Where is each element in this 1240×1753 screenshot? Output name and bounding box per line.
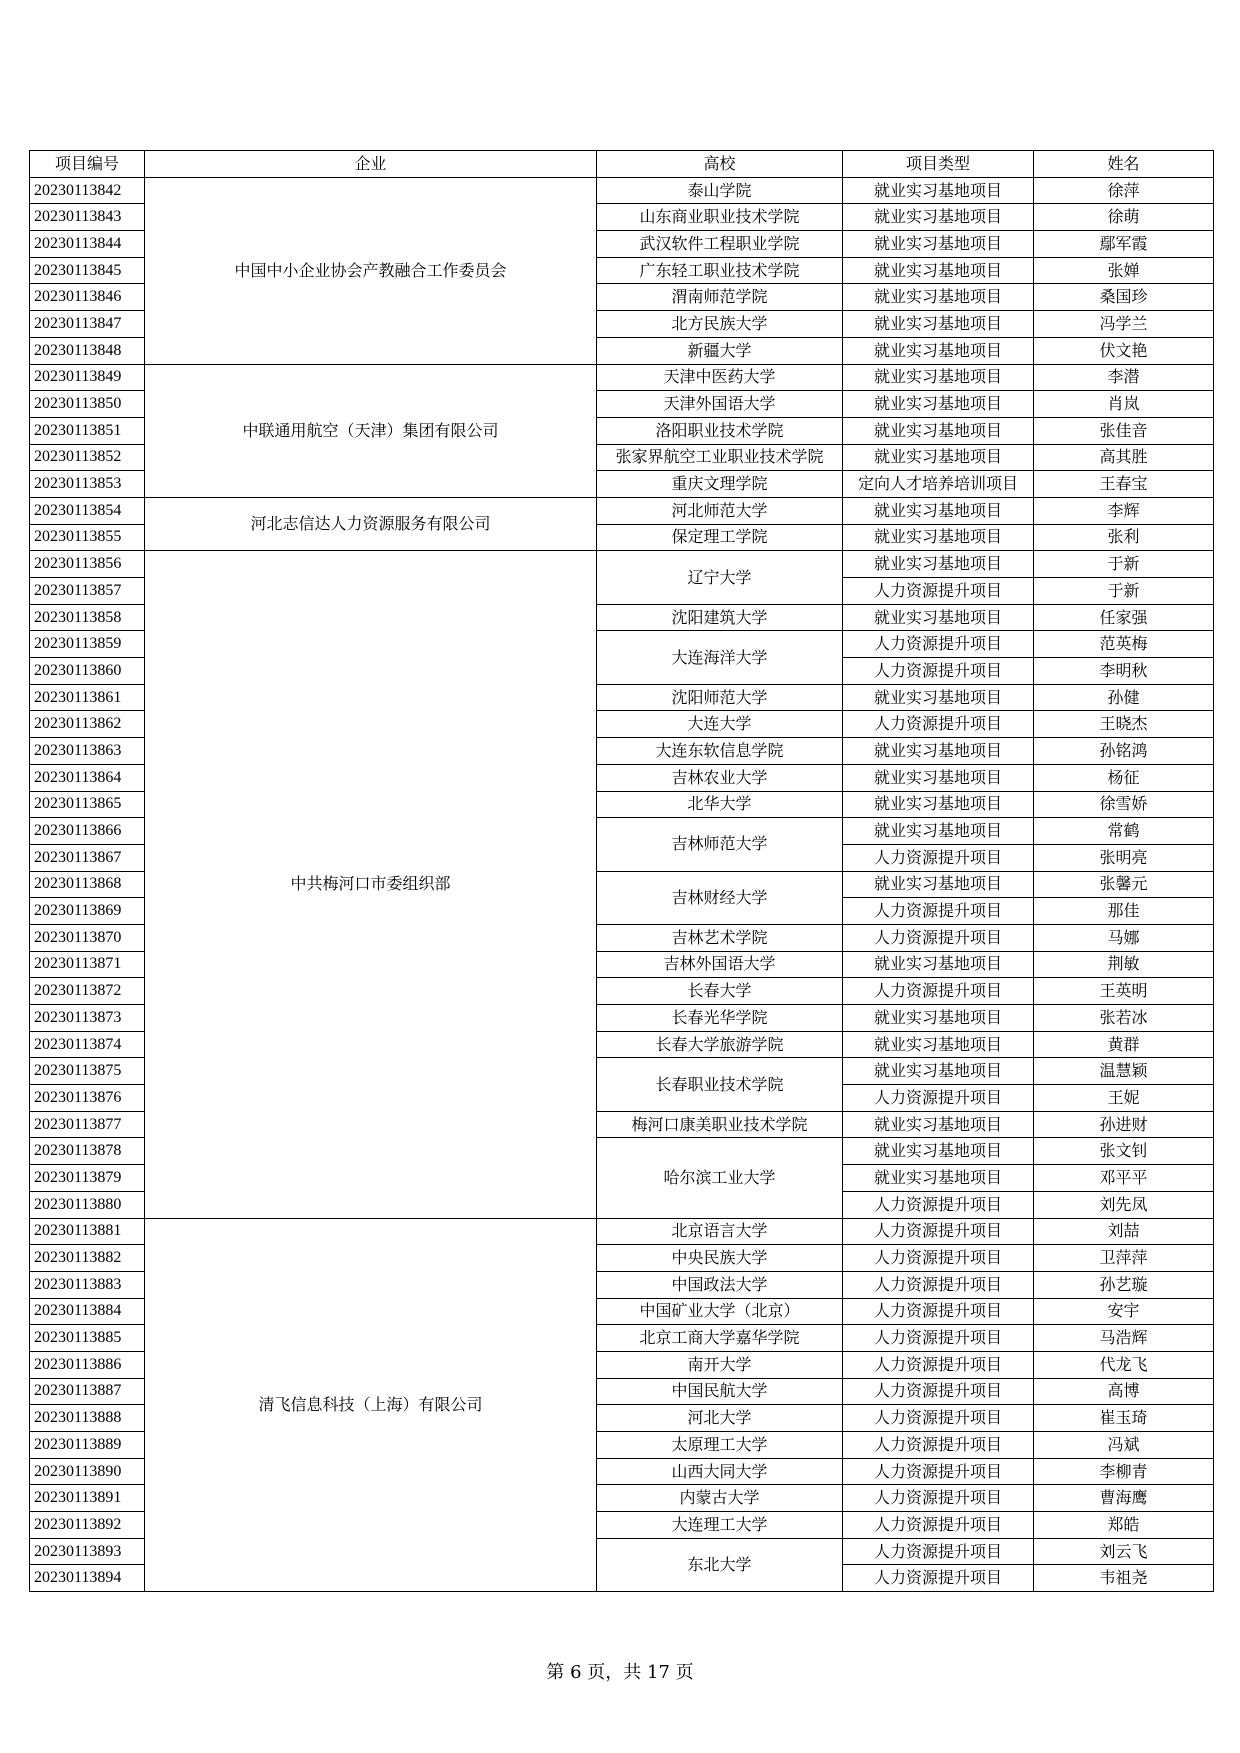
project-id-cell: 20230113872	[30, 978, 145, 1005]
project-type-cell: 就业实习基地项目	[843, 1031, 1034, 1058]
project-id-cell: 20230113861	[30, 684, 145, 711]
project-id-cell: 20230113853	[30, 471, 145, 498]
school-cell: 南开大学	[597, 1351, 843, 1378]
project-id-cell: 20230113879	[30, 1165, 145, 1192]
school-cell: 中国矿业大学（北京）	[597, 1298, 843, 1325]
person-name-cell: 王春宝	[1034, 471, 1214, 498]
person-name-cell: 桑国珍	[1034, 284, 1214, 311]
project-type-cell: 人力资源提升项目	[843, 1245, 1034, 1272]
school-cell: 洛阳职业技术学院	[597, 417, 843, 444]
school-cell: 武汉软件工程职业学院	[597, 231, 843, 258]
person-name-cell: 冯斌	[1034, 1432, 1214, 1459]
project-id-cell: 20230113881	[30, 1218, 145, 1245]
person-name-cell: 曹海鹰	[1034, 1485, 1214, 1512]
school-cell: 新疆大学	[597, 337, 843, 364]
person-name-cell: 代龙飞	[1034, 1351, 1214, 1378]
project-id-cell: 20230113846	[30, 284, 145, 311]
project-type-cell: 就业实习基地项目	[843, 177, 1034, 204]
project-type-cell: 就业实习基地项目	[843, 284, 1034, 311]
school-cell: 辽宁大学	[597, 551, 843, 604]
project-id-cell: 20230113849	[30, 364, 145, 391]
project-type-cell: 就业实习基地项目	[843, 1111, 1034, 1138]
project-type-cell: 就业实习基地项目	[843, 951, 1034, 978]
project-id-cell: 20230113844	[30, 231, 145, 258]
project-id-cell: 20230113884	[30, 1298, 145, 1325]
project-id-cell: 20230113894	[30, 1565, 145, 1592]
school-cell: 哈尔滨工业大学	[597, 1138, 843, 1218]
person-name-cell: 郑皓	[1034, 1512, 1214, 1539]
header-project-type: 项目类型	[843, 151, 1034, 178]
project-id-cell: 20230113851	[30, 417, 145, 444]
project-type-cell: 人力资源提升项目	[843, 631, 1034, 658]
project-type-cell: 就业实习基地项目	[843, 1165, 1034, 1192]
project-type-cell: 人力资源提升项目	[843, 898, 1034, 925]
person-name-cell: 任家强	[1034, 604, 1214, 631]
page-number: 第 6 页，共 17 页	[546, 1662, 694, 1683]
school-cell: 吉林师范大学	[597, 818, 843, 871]
project-id-cell: 20230113866	[30, 818, 145, 845]
project-type-cell: 人力资源提升项目	[843, 1512, 1034, 1539]
person-name-cell: 徐萍	[1034, 177, 1214, 204]
project-id-cell: 20230113864	[30, 764, 145, 791]
project-id-cell: 20230113857	[30, 578, 145, 605]
school-cell: 太原理工大学	[597, 1432, 843, 1459]
school-cell: 山东商业职业技术学院	[597, 204, 843, 231]
school-cell: 大连理工大学	[597, 1512, 843, 1539]
project-type-cell: 人力资源提升项目	[843, 1085, 1034, 1112]
project-type-cell: 人力资源提升项目	[843, 1271, 1034, 1298]
header-school: 高校	[597, 151, 843, 178]
project-id-cell: 20230113877	[30, 1111, 145, 1138]
person-name-cell: 孙铭鸿	[1034, 738, 1214, 765]
project-type-cell: 人力资源提升项目	[843, 924, 1034, 951]
project-type-cell: 就业实习基地项目	[843, 738, 1034, 765]
person-name-cell: 李潜	[1034, 364, 1214, 391]
project-id-cell: 20230113892	[30, 1512, 145, 1539]
company-cell: 中联通用航空（天津）集团有限公司	[145, 364, 597, 497]
project-type-cell: 人力资源提升项目	[843, 1378, 1034, 1405]
person-name-cell: 李辉	[1034, 497, 1214, 524]
project-id-cell: 20230113860	[30, 658, 145, 685]
project-type-cell: 就业实习基地项目	[843, 871, 1034, 898]
project-type-cell: 人力资源提升项目	[843, 844, 1034, 871]
person-name-cell: 马浩辉	[1034, 1325, 1214, 1352]
person-name-cell: 张婵	[1034, 257, 1214, 284]
person-name-cell: 孙进财	[1034, 1111, 1214, 1138]
school-cell: 广东轻工职业技术学院	[597, 257, 843, 284]
table-row	[30, 551, 1214, 578]
project-id-cell: 20230113859	[30, 631, 145, 658]
project-type-cell: 人力资源提升项目	[843, 1458, 1034, 1485]
school-cell: 北京工商大学嘉华学院	[597, 1325, 843, 1352]
project-id-cell: 20230113873	[30, 1005, 145, 1032]
person-name-cell: 张馨元	[1034, 871, 1214, 898]
school-cell: 吉林外国语大学	[597, 951, 843, 978]
project-type-cell: 人力资源提升项目	[843, 1325, 1034, 1352]
project-type-cell: 人力资源提升项目	[843, 658, 1034, 685]
project-type-cell: 就业实习基地项目	[843, 764, 1034, 791]
person-name-cell: 于新	[1034, 578, 1214, 605]
person-name-cell: 常鹤	[1034, 818, 1214, 845]
table-header-row	[30, 151, 1214, 178]
project-type-cell: 就业实习基地项目	[843, 417, 1034, 444]
project-type-cell: 人力资源提升项目	[843, 1565, 1034, 1592]
school-cell: 渭南师范学院	[597, 284, 843, 311]
person-name-cell: 冯学兰	[1034, 311, 1214, 338]
project-type-cell: 人力资源提升项目	[843, 578, 1034, 605]
header-person-name: 姓名	[1034, 151, 1214, 178]
project-id-cell: 20230113843	[30, 204, 145, 231]
project-id-cell: 20230113848	[30, 337, 145, 364]
person-name-cell: 安宇	[1034, 1298, 1214, 1325]
person-name-cell: 邓平平	[1034, 1165, 1214, 1192]
person-name-cell: 高博	[1034, 1378, 1214, 1405]
project-type-cell: 就业实习基地项目	[843, 1005, 1034, 1032]
person-name-cell: 马娜	[1034, 924, 1214, 951]
project-id-cell: 20230113855	[30, 524, 145, 551]
person-name-cell: 李柳青	[1034, 1458, 1214, 1485]
project-type-cell: 就业实习基地项目	[843, 684, 1034, 711]
person-name-cell: 于新	[1034, 551, 1214, 578]
project-type-cell: 就业实习基地项目	[843, 391, 1034, 418]
person-name-cell: 刘喆	[1034, 1218, 1214, 1245]
project-type-cell: 人力资源提升项目	[843, 1405, 1034, 1432]
school-cell: 重庆文理学院	[597, 471, 843, 498]
project-id-cell: 20230113891	[30, 1485, 145, 1512]
school-cell: 内蒙古大学	[597, 1485, 843, 1512]
school-cell: 长春大学旅游学院	[597, 1031, 843, 1058]
person-name-cell: 张文钊	[1034, 1138, 1214, 1165]
project-id-cell: 20230113867	[30, 844, 145, 871]
project-id-cell: 20230113842	[30, 177, 145, 204]
school-cell: 保定理工学院	[597, 524, 843, 551]
company-cell: 河北志信达人力资源服务有限公司	[145, 497, 597, 550]
school-cell: 大连海洋大学	[597, 631, 843, 684]
project-type-cell: 人力资源提升项目	[843, 1218, 1034, 1245]
project-type-cell: 就业实习基地项目	[843, 311, 1034, 338]
project-id-cell: 20230113886	[30, 1351, 145, 1378]
school-cell: 沈阳师范大学	[597, 684, 843, 711]
school-cell: 天津外国语大学	[597, 391, 843, 418]
person-name-cell: 黄群	[1034, 1031, 1214, 1058]
person-name-cell: 张利	[1034, 524, 1214, 551]
table-body	[30, 177, 1214, 1591]
company-cell: 中国中小企业协会产教融合工作委员会	[145, 177, 597, 364]
person-name-cell: 王妮	[1034, 1085, 1214, 1112]
project-type-cell: 就业实习基地项目	[843, 604, 1034, 631]
person-name-cell: 李明秋	[1034, 658, 1214, 685]
header-project-id: 项目编号	[30, 151, 145, 178]
project-type-cell: 人力资源提升项目	[843, 1432, 1034, 1459]
person-name-cell: 孙艺璇	[1034, 1271, 1214, 1298]
school-cell: 中国政法大学	[597, 1271, 843, 1298]
school-cell: 天津中医药大学	[597, 364, 843, 391]
school-cell: 中央民族大学	[597, 1245, 843, 1272]
person-name-cell: 张佳音	[1034, 417, 1214, 444]
company-cell: 中共梅河口市委组织部	[145, 551, 597, 1218]
project-id-cell: 20230113888	[30, 1405, 145, 1432]
project-id-cell: 20230113870	[30, 924, 145, 951]
project-id-cell: 20230113845	[30, 257, 145, 284]
school-cell: 中国民航大学	[597, 1378, 843, 1405]
project-id-cell: 20230113868	[30, 871, 145, 898]
school-cell: 梅河口康美职业技术学院	[597, 1111, 843, 1138]
person-name-cell: 刘云飞	[1034, 1538, 1214, 1565]
person-name-cell: 孙健	[1034, 684, 1214, 711]
project-type-cell: 就业实习基地项目	[843, 551, 1034, 578]
project-id-cell: 20230113876	[30, 1085, 145, 1112]
person-name-cell: 张若冰	[1034, 1005, 1214, 1032]
person-name-cell: 张明亮	[1034, 844, 1214, 871]
school-cell: 大连东软信息学院	[597, 738, 843, 765]
person-name-cell: 王英明	[1034, 978, 1214, 1005]
project-id-cell: 20230113874	[30, 1031, 145, 1058]
project-type-cell: 就业实习基地项目	[843, 364, 1034, 391]
project-id-cell: 20230113856	[30, 551, 145, 578]
project-type-cell: 就业实习基地项目	[843, 444, 1034, 471]
person-name-cell: 伏文艳	[1034, 337, 1214, 364]
project-type-cell: 就业实习基地项目	[843, 497, 1034, 524]
school-cell: 北京语言大学	[597, 1218, 843, 1245]
project-id-cell: 20230113880	[30, 1191, 145, 1218]
person-name-cell: 韦祖尧	[1034, 1565, 1214, 1592]
project-type-cell: 人力资源提升项目	[843, 1298, 1034, 1325]
person-name-cell: 刘先凤	[1034, 1191, 1214, 1218]
person-name-cell: 徐萌	[1034, 204, 1214, 231]
project-id-cell: 20230113878	[30, 1138, 145, 1165]
person-name-cell: 卫萍萍	[1034, 1245, 1214, 1272]
table-row	[30, 364, 1214, 391]
project-type-cell: 就业实习基地项目	[843, 204, 1034, 231]
school-cell: 张家界航空工业职业技术学院	[597, 444, 843, 471]
table-row	[30, 177, 1214, 204]
project-type-cell: 就业实习基地项目	[843, 1058, 1034, 1085]
project-id-cell: 20230113882	[30, 1245, 145, 1272]
person-name-cell: 肖岚	[1034, 391, 1214, 418]
project-id-cell: 20230113847	[30, 311, 145, 338]
project-id-cell: 20230113871	[30, 951, 145, 978]
school-cell: 北华大学	[597, 791, 843, 818]
school-cell: 泰山学院	[597, 177, 843, 204]
project-id-cell: 20230113862	[30, 711, 145, 738]
project-type-cell: 定向人才培养培训项目	[843, 471, 1034, 498]
project-type-cell: 人力资源提升项目	[843, 1191, 1034, 1218]
project-id-cell: 20230113883	[30, 1271, 145, 1298]
person-name-cell: 杨征	[1034, 764, 1214, 791]
project-type-cell: 就业实习基地项目	[843, 337, 1034, 364]
project-type-cell: 就业实习基地项目	[843, 231, 1034, 258]
project-id-cell: 20230113850	[30, 391, 145, 418]
project-id-cell: 20230113852	[30, 444, 145, 471]
project-id-cell: 20230113890	[30, 1458, 145, 1485]
school-cell: 长春光华学院	[597, 1005, 843, 1032]
project-type-cell: 人力资源提升项目	[843, 1351, 1034, 1378]
project-type-cell: 人力资源提升项目	[843, 711, 1034, 738]
project-type-cell: 就业实习基地项目	[843, 1138, 1034, 1165]
school-cell: 长春大学	[597, 978, 843, 1005]
school-cell: 山西大同大学	[597, 1458, 843, 1485]
project-type-cell: 就业实习基地项目	[843, 524, 1034, 551]
school-cell: 北方民族大学	[597, 311, 843, 338]
person-name-cell: 那佳	[1034, 898, 1214, 925]
person-name-cell: 温慧颖	[1034, 1058, 1214, 1085]
project-id-cell: 20230113854	[30, 497, 145, 524]
project-id-cell: 20230113858	[30, 604, 145, 631]
school-cell: 长春职业技术学院	[597, 1058, 843, 1111]
person-name-cell: 崔玉琦	[1034, 1405, 1214, 1432]
header-company: 企业	[145, 151, 597, 178]
table-row	[30, 497, 1214, 524]
person-name-cell: 高其胜	[1034, 444, 1214, 471]
school-cell: 大连大学	[597, 711, 843, 738]
person-name-cell: 鄢军霞	[1034, 231, 1214, 258]
project-type-cell: 人力资源提升项目	[843, 1538, 1034, 1565]
school-cell: 东北大学	[597, 1538, 843, 1591]
project-id-cell: 20230113869	[30, 898, 145, 925]
person-name-cell: 范英梅	[1034, 631, 1214, 658]
project-id-cell: 20230113889	[30, 1432, 145, 1459]
project-id-cell: 20230113875	[30, 1058, 145, 1085]
project-id-cell: 20230113893	[30, 1538, 145, 1565]
school-cell: 河北大学	[597, 1405, 843, 1432]
project-type-cell: 就业实习基地项目	[843, 257, 1034, 284]
school-cell: 沈阳建筑大学	[597, 604, 843, 631]
school-cell: 吉林艺术学院	[597, 924, 843, 951]
project-id-cell: 20230113887	[30, 1378, 145, 1405]
project-type-cell: 人力资源提升项目	[843, 978, 1034, 1005]
person-name-cell: 王晓杰	[1034, 711, 1214, 738]
school-cell: 吉林农业大学	[597, 764, 843, 791]
person-name-cell: 徐雪娇	[1034, 791, 1214, 818]
company-cell: 清飞信息科技（上海）有限公司	[145, 1218, 597, 1592]
project-type-cell: 就业实习基地项目	[843, 791, 1034, 818]
project-type-cell: 人力资源提升项目	[843, 1485, 1034, 1512]
project-id-cell: 20230113885	[30, 1325, 145, 1352]
project-type-cell: 就业实习基地项目	[843, 818, 1034, 845]
project-table	[29, 150, 1214, 1592]
table-row	[30, 1218, 1214, 1245]
project-id-cell: 20230113865	[30, 791, 145, 818]
school-cell: 吉林财经大学	[597, 871, 843, 924]
person-name-cell: 荆敏	[1034, 951, 1214, 978]
school-cell: 河北师范大学	[597, 497, 843, 524]
project-id-cell: 20230113863	[30, 738, 145, 765]
